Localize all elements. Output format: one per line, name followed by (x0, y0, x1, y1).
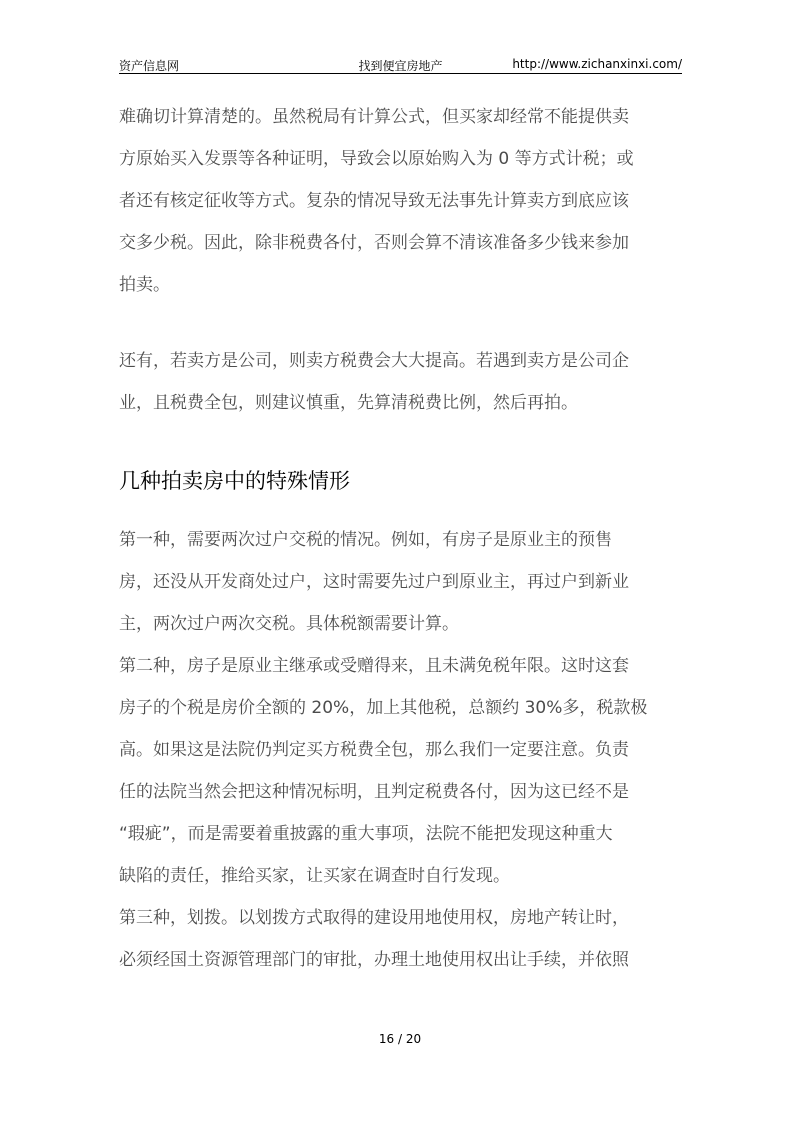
text-line: 必须经国土资源管理部门的审批，办理土地使用权出让手续，并依照 (119, 950, 629, 970)
text-line: 主，两次过户两次交税。具体税额需要计算。 (119, 614, 459, 634)
text-line: 房子的个税是房价全额的 20%，加上其他税，总额约 30%多，税款极 (119, 698, 648, 718)
text-line: 房，还没从开发商处过户，这时需要先过户到原业主，再过户到新业 (119, 572, 629, 592)
case-second (119, 645, 684, 897)
header-site-name: 资产信息网 (119, 59, 180, 73)
text-line: 难确切计算清楚的。虽然税局有计算公式，但买家却经常不能提供卖 (119, 107, 629, 127)
text-line: “瑕疵”，而是需要着重披露的重大事项，法院不能把发现这种重大 (119, 824, 613, 844)
text-line: 第三种，划拨。以划拨方式取得的建设用地使用权，房地产转让时， (119, 908, 629, 928)
case-first (119, 519, 684, 645)
text-line: 拍卖。 (119, 275, 170, 295)
paragraph-tax-calculation (119, 96, 684, 306)
page-header (119, 55, 682, 74)
text-line: 缺陷的责任，推给买家，让买家在调查时自行发现。 (119, 866, 510, 886)
text-line: 高。如果这是法院仍判定买方税费全包，那么我们一定要注意。负责 (119, 740, 629, 760)
case-third (119, 897, 684, 981)
text-line: 者还有核定征收等方式。复杂的情况导致无法事先计算卖方到底应该 (119, 191, 629, 211)
text-line: 第一种，需要两次过户交税的情况。例如，有房子是原业主的预售 (119, 530, 612, 550)
header-slogan: 找到便宜房地产 (358, 59, 443, 73)
text-line: 业，且税费全包，则建议慎重，先算清税费比例，然后再拍。 (119, 393, 578, 413)
page-number: 16 / 20 (378, 1032, 422, 1046)
text-line: 交多少税。因此，除非税费各付，否则会算不清该准备多少钱来参加 (119, 233, 629, 253)
text-line: 第二种，房子是原业主继承或受赠得来，且未满免税年限。这时这套 (119, 656, 629, 676)
text-line: 方原始买入发票等各种证明，导致会以原始购入为 0 等方式计税；或 (119, 149, 634, 169)
text-line: 任的法院当然会把这种情况标明，且判定税费各付，因为这已经不是 (119, 782, 629, 802)
page-content (119, 96, 684, 981)
text-line: 还有，若卖方是公司，则卖方税费会大大提高。若遇到卖方是公司企 (119, 351, 629, 371)
header-url: http://www.zichanxinxi.com/ (512, 57, 682, 71)
paragraph-company-seller (119, 340, 684, 424)
section-heading: 几种拍卖房中的特殊情形 (119, 469, 350, 493)
